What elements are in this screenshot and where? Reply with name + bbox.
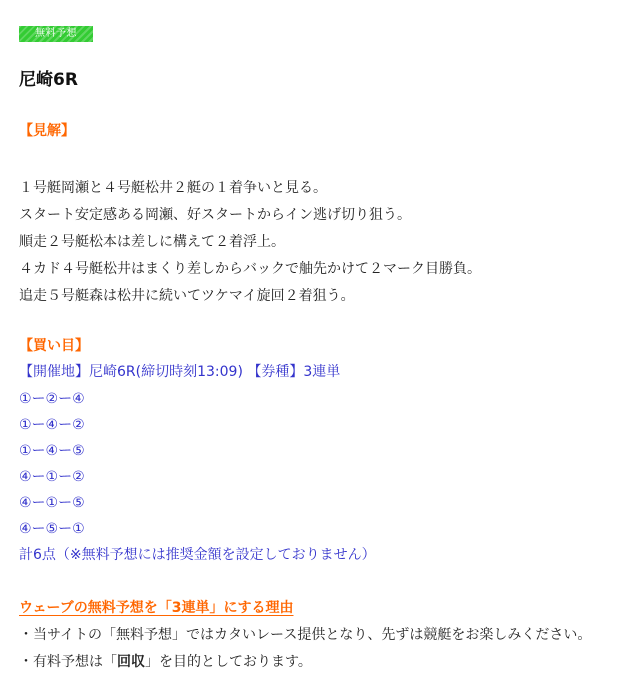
bets-heading: 【買い目】 — [19, 338, 89, 354]
view-line-3: 順走２号艇松本は差しに構えて２着浮上。 — [19, 234, 285, 250]
recovery-emphasis: 回収 — [117, 654, 145, 670]
bet-combo-4: ④ー①ー② — [19, 469, 85, 485]
view-line-5: 追走５号艇森は松井に続いてツケマイ旋回２着狙う。 — [19, 288, 355, 304]
view-heading: 【見解】 — [19, 123, 75, 139]
bet-combo-6: ④ー⑤ー① — [19, 521, 85, 537]
race-title: 尼崎6R — [19, 70, 78, 90]
reason-line-2-suffix: 」を目的としております。 — [145, 654, 312, 670]
bet-total: 計6点（※無料予想には推奨金額を設定しておりません） — [19, 547, 376, 563]
view-line-4: ４カド４号艇松井はまくり差しからバックで舳先かけて２マーク目勝負。 — [19, 261, 481, 277]
bet-combo-2: ①ー④ー② — [19, 417, 85, 433]
venue-bet-type-line: 【開催地】尼崎6R(締切時刻13:09) 【券種】3連単 — [19, 364, 341, 380]
view-line-1: １号艇岡瀬と４号艇松井２艇の１着争いと見る。 — [19, 180, 327, 196]
reason-heading: ウェーブの無料予想を「3連単」にする理由 — [19, 600, 294, 616]
reason-line-2-prefix: ・有料予想は「 — [19, 654, 117, 670]
bet-combo-5: ④ー①ー⑤ — [19, 495, 85, 511]
bet-combo-1: ①ー②ー④ — [19, 391, 85, 407]
view-line-2: スタート安定感ある岡瀬、好スタートからイン逃げ切り狙う。 — [19, 207, 411, 223]
free-prediction-badge: 無料予想 — [19, 26, 93, 42]
reason-line-1: ・当サイトの「無料予想」ではカタいレース提供となり、先ずは競艇をお楽しみください。 — [19, 627, 592, 643]
reason-line-2 — [19, 652, 312, 672]
bet-combo-3: ①ー④ー⑤ — [19, 443, 85, 459]
